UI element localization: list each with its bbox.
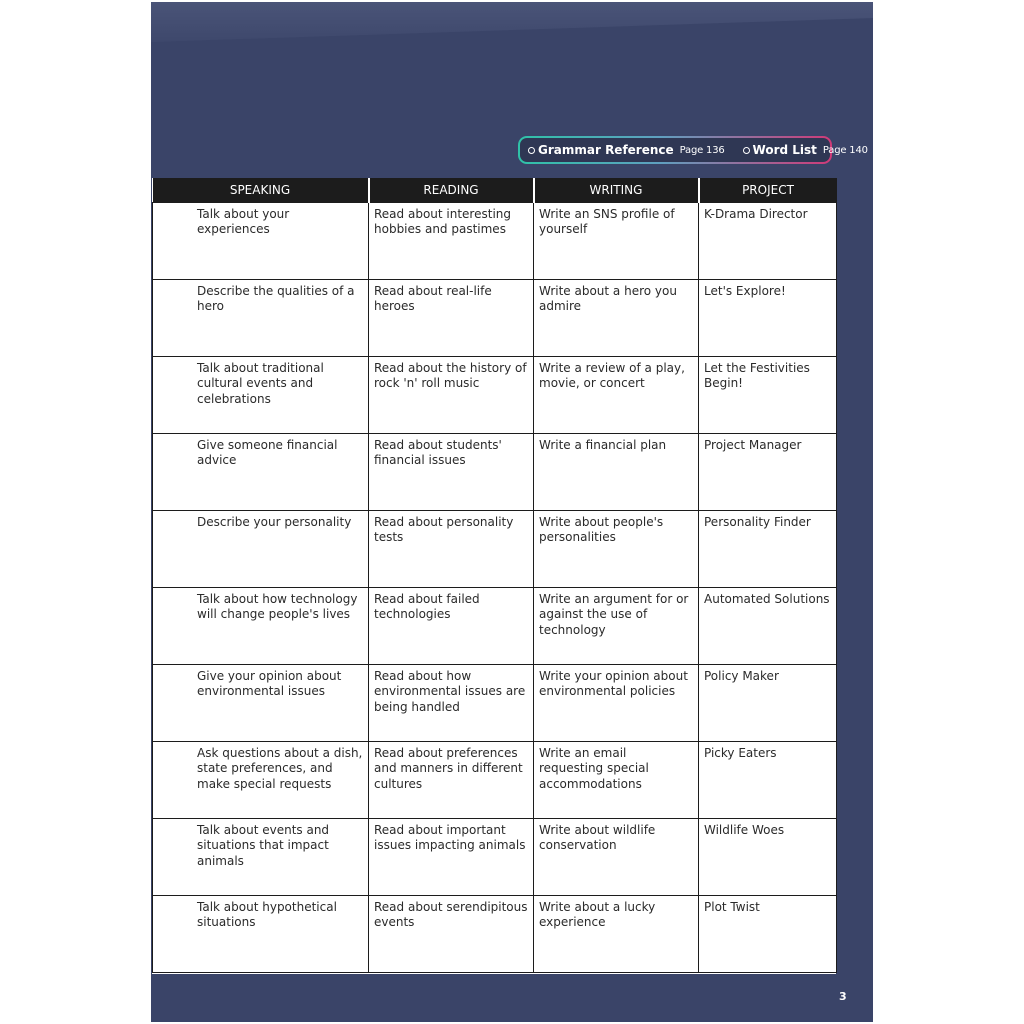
grammar-reference bbox=[528, 143, 725, 157]
project-cell: Project Manager bbox=[699, 433, 837, 510]
writing-cell: Write about a lucky experience bbox=[534, 895, 699, 972]
speaking-cell: Describe your personality bbox=[153, 510, 369, 587]
top-band bbox=[151, 2, 873, 42]
header-project: PROJECT bbox=[699, 178, 837, 202]
writing-cell: Write about people's personalities bbox=[534, 510, 699, 587]
writing-cell: Write your opinion about environmental policies bbox=[534, 664, 699, 741]
table-header-row bbox=[153, 178, 837, 202]
book-page bbox=[151, 2, 873, 1022]
table-row bbox=[153, 279, 837, 356]
bullet-icon bbox=[743, 147, 750, 154]
table-row bbox=[153, 510, 837, 587]
project-cell: Plot Twist bbox=[699, 895, 837, 972]
project-cell: Automated Solutions bbox=[699, 587, 837, 664]
project-cell: Policy Maker bbox=[699, 664, 837, 741]
writing-cell: Write an argument for or against the use of technology bbox=[534, 587, 699, 664]
table-row bbox=[153, 587, 837, 664]
reading-cell: Read about personality tests bbox=[369, 510, 534, 587]
project-cell: Let's Explore! bbox=[699, 279, 837, 356]
writing-cell: Write an SNS profile of yourself bbox=[534, 202, 699, 279]
reading-cell: Read about how environmental issues are being handled bbox=[369, 664, 534, 741]
speaking-cell: Talk about hypothetical situations bbox=[153, 895, 369, 972]
table-row bbox=[153, 202, 837, 279]
reading-cell: Read about students' financial issues bbox=[369, 433, 534, 510]
grammar-reference-label: Grammar Reference bbox=[538, 143, 674, 157]
speaking-cell: Give your opinion about environmental issues bbox=[153, 664, 369, 741]
speaking-cell: Give someone financial advice bbox=[153, 433, 369, 510]
project-cell: Personality Finder bbox=[699, 510, 837, 587]
project-cell: Let the Festivities Begin! bbox=[699, 356, 837, 433]
writing-cell: Write a review of a play, movie, or concert bbox=[534, 356, 699, 433]
reading-cell: Read about interesting hobbies and pastimes bbox=[369, 202, 534, 279]
header-speaking: SPEAKING bbox=[153, 178, 369, 202]
table-row bbox=[153, 741, 837, 818]
table-row bbox=[153, 433, 837, 510]
table-row bbox=[153, 818, 837, 895]
speaking-cell: Ask questions about a dish, state preferences, and make special requests bbox=[153, 741, 369, 818]
word-list-label: Word List bbox=[752, 143, 817, 157]
word-list-page: Page 140 bbox=[822, 144, 868, 156]
reading-cell: Read about important issues impacting animals bbox=[369, 818, 534, 895]
speaking-cell: Describe the qualities of a hero bbox=[153, 279, 369, 356]
reading-cell: Read about the history of rock 'n' roll music bbox=[369, 356, 534, 433]
header-writing: WRITING bbox=[534, 178, 699, 202]
writing-cell: Write a financial plan bbox=[534, 433, 699, 510]
writing-cell: Write about wildlife conservation bbox=[534, 818, 699, 895]
table-row bbox=[153, 895, 837, 972]
writing-cell: Write an email requesting special accommodations bbox=[534, 741, 699, 818]
header-reading: READING bbox=[369, 178, 534, 202]
reading-cell: Read about failed technologies bbox=[369, 587, 534, 664]
project-cell: Wildlife Woes bbox=[699, 818, 837, 895]
bullet-icon bbox=[528, 147, 535, 154]
reading-cell: Read about preferences and manners in different cultures bbox=[369, 741, 534, 818]
speaking-cell: Talk about your experiences bbox=[153, 202, 369, 279]
speaking-cell: Talk about how technology will change people's lives bbox=[153, 587, 369, 664]
project-cell: K-Drama Director bbox=[699, 202, 837, 279]
reference-box bbox=[518, 136, 868, 164]
bottom-band bbox=[151, 974, 873, 1022]
grammar-reference-page: Page 136 bbox=[679, 144, 725, 156]
writing-cell: Write about a hero you admire bbox=[534, 279, 699, 356]
table-row bbox=[153, 664, 837, 741]
speaking-cell: Talk about traditional cultural events and celebrations bbox=[153, 356, 369, 433]
word-list-reference bbox=[743, 143, 868, 157]
table-row bbox=[153, 356, 837, 433]
reading-cell: Read about serendipitous events bbox=[369, 895, 534, 972]
project-cell: Picky Eaters bbox=[699, 741, 837, 818]
speaking-cell: Talk about events and situations that impact animals bbox=[153, 818, 369, 895]
reading-cell: Read about real-life heroes bbox=[369, 279, 534, 356]
contents-table bbox=[152, 178, 836, 975]
page-number: 3 bbox=[839, 990, 847, 1003]
